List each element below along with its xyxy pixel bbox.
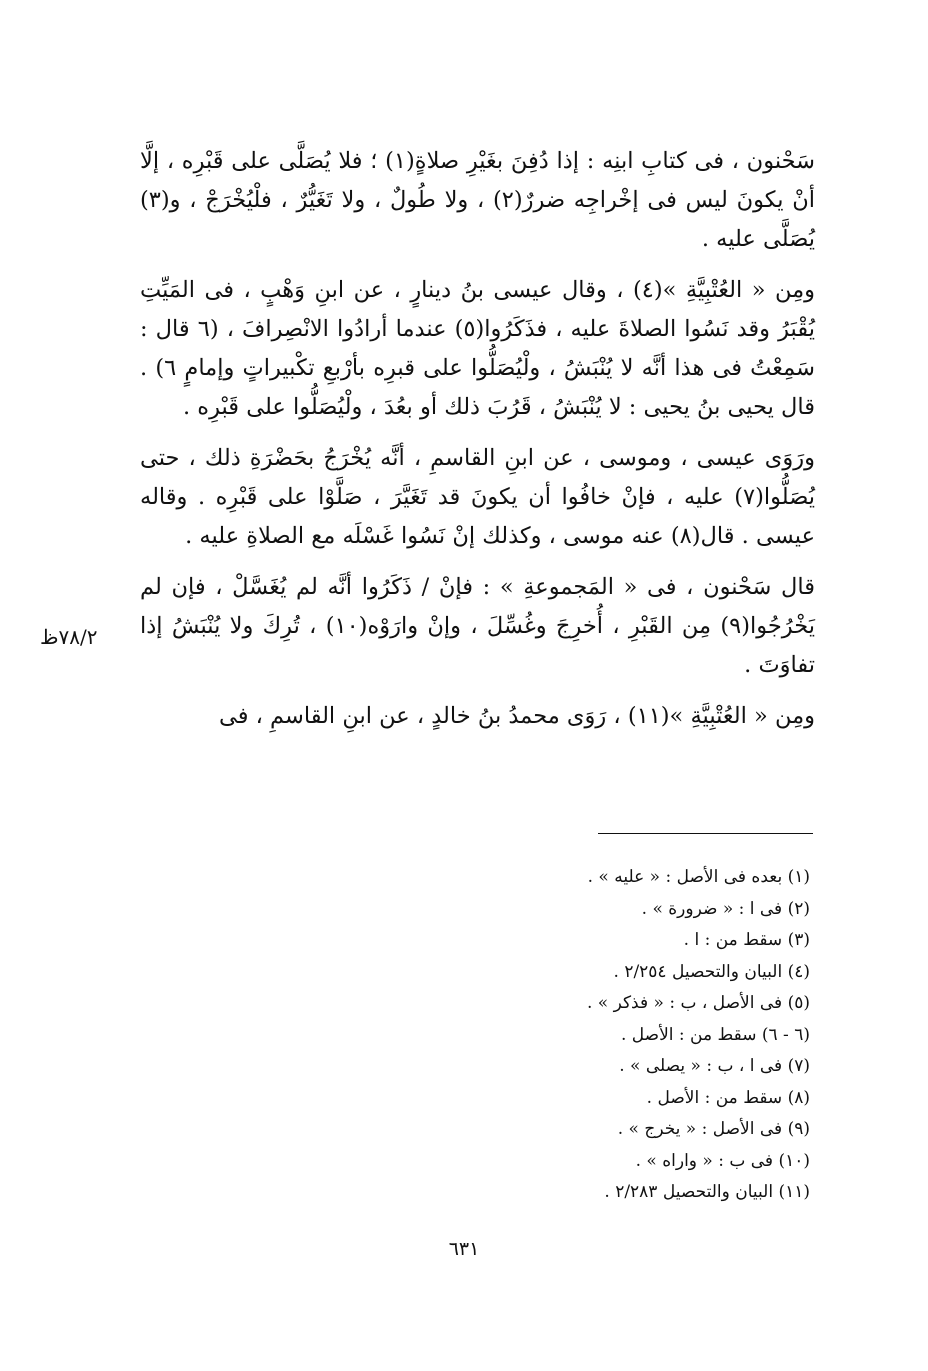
footnote: (١) بعده فى الأصل : « عليه » . bbox=[587, 867, 810, 887]
main-text bbox=[140, 142, 815, 748]
manuscript-folio-note: ٧٨/٢ظ bbox=[40, 625, 98, 649]
footnotes bbox=[330, 862, 810, 1209]
footnote: (٢) فى ا : « ضرورة » . bbox=[641, 898, 810, 919]
paragraph-3: ورَوَى عيسى ، وموسى ، عن ابنِ القاسمِ ، أنَّه يُخْرَجُ بحَضْرَةِ ذلك ، حتى يُصَلُّوا(٧) عليه ، فإنْ خافُوا أن يكونَ قد تَغَيَّرَ ، صَلَّوْا على قَبْرِه . وقاله عيسى . قال(٨) عنه موسى ، وكذلك إنْ نَسُوا غَسْلَه مع الصلاةِ عليه . bbox=[140, 445, 815, 549]
paragraph-5: ومِن « العُتْبِيَّةِ »(١١) ، رَوَى محمدُ بنُ خالدٍ ، عن ابنِ القاسمِ ، فى bbox=[218, 703, 815, 729]
footnote-separator bbox=[598, 833, 813, 834]
paragraph-1: سَحْنون ، فى كتابِ ابنِه : إذا دُفِنَ بغَيْرِ صلاةٍ(١) ؛ فلا يُصَلَّى على قَبْرِه ، إلَّا أنْ يكونَ ليس فى إخْراجِه ضررٌ(٢) ، ولا طُولٌ ، ولا تَغَيُّرٌ ، فلْيُخْرَجْ ، و(٣) يُصَلَّى عليه . bbox=[140, 148, 815, 252]
footnote: (٧) فى ا ، ب : « يصلى » . bbox=[619, 1056, 810, 1076]
footnote: (١٠) فى ب : « واراه » . bbox=[635, 1150, 810, 1171]
footnote: (٤) البيان والتحصيل ٢/٢٥٤ . bbox=[613, 961, 810, 982]
footnote: (٣) سقط من : ا . bbox=[683, 930, 810, 950]
paragraph-2: ومِن « العُتْبِيَّةِ »(٤) ، وقال عيسى بنُ دينارٍ ، عن ابنِ وَهْبٍ ، فى المَيِّتِ يُقْبَرُ وقد نَسُوا الصلاةَ عليه ، فذَكَرُوا(٥) عندما أرادُوا الانْصِرافَ ، (٦ قال : سَمِعْتُ فى هذا أنَّه لا يُنْبَشُ ، ولْيُصَلُّوا على قبرِه بأرْبعِ تكْبيراتٍ وإمامٍ ٦) . قال يحيى بنُ يحيى : لا يُنْبَشُ ، قَرُبَ ذلك أو بعُدَ ، ولْيُصَلُّوا على قَبْرِه . bbox=[140, 277, 815, 420]
footnote: (٩) فى الأصل : « يخرج » . bbox=[617, 1119, 810, 1139]
footnote: (٨) سقط من : الأصل . bbox=[646, 1087, 810, 1108]
paragraph-4: قال سَحْنون ، فى « المَجموعةِ » : فإنْ / ذَكَرُوا أنَّه لم يُغَسَّلْ ، فإن لم يَخْرُجُوا(٩) مِن القَبْرِ ، أُخرِجَ وغُسِّلَ ، وإنْ وارَوْه(١٠) ، تُرِكَ ولا يُنْبَشُ إذا تفاوَتَ . bbox=[140, 574, 815, 678]
page-number: ٦٣١ bbox=[448, 1238, 480, 1260]
footnote: (٥) فى الأصل ، ب : « فذكر » . bbox=[586, 993, 810, 1013]
footnote: (١١) البيان والتحصيل ٢/٢٨٣ . bbox=[604, 1182, 810, 1202]
footnote: (٦ - ٦) سقط من : الأصل . bbox=[620, 1024, 810, 1045]
